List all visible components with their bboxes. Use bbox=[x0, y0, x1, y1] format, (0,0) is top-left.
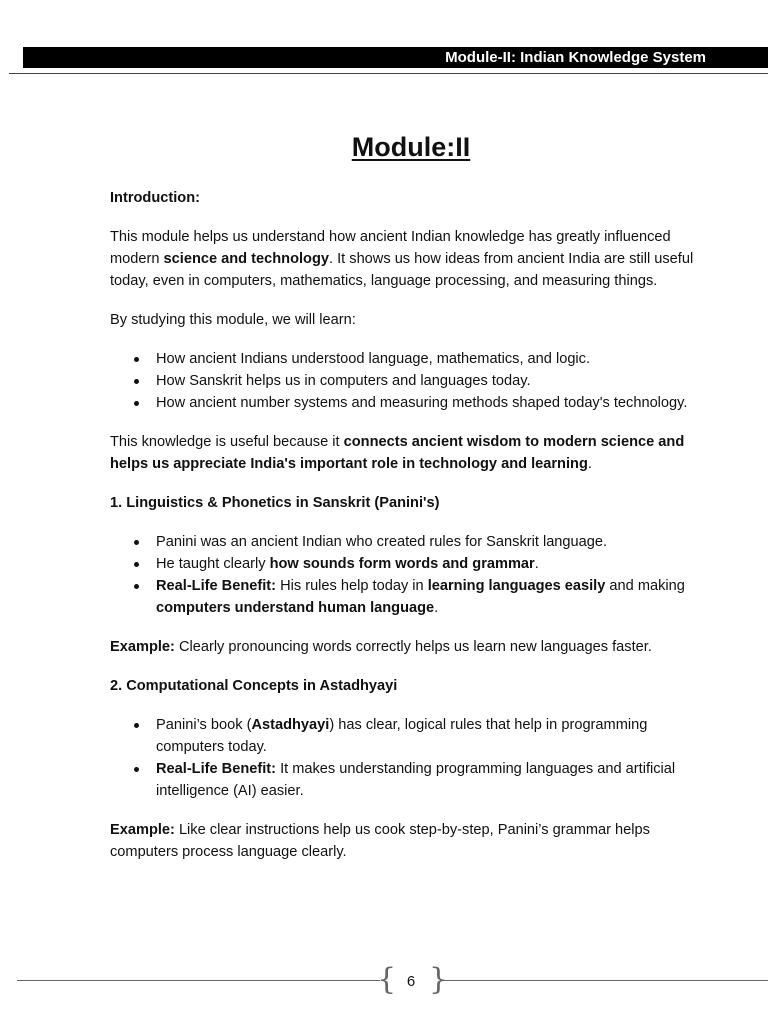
bold-run: connects ancient wisdom to modern science and helps us appreciate India's important role in technology and learning bbox=[110, 434, 685, 472]
text-run: His rules help today in bbox=[276, 578, 428, 594]
text-run: This module helps us understand how ancient Indian knowledge has greatly influenced modern bbox=[110, 229, 671, 267]
header-title: Module-II: Indian Knowledge System bbox=[445, 49, 706, 66]
section-1-example bbox=[110, 636, 710, 658]
footer-rule-right bbox=[443, 980, 768, 981]
list-item: Panini was an ancient Indian who created rules for Sanskrit language. bbox=[156, 531, 710, 553]
list-item bbox=[156, 758, 710, 802]
section-1-heading-text: 1. Linguistics & Phonetics in Sanskrit (Panini's) bbox=[110, 495, 440, 511]
text-run: . bbox=[434, 600, 439, 616]
section-2-example bbox=[110, 819, 710, 863]
header-bar bbox=[23, 47, 768, 68]
page-number-bracket-left: { bbox=[377, 962, 397, 997]
bold-run: learning languages easily bbox=[427, 578, 606, 594]
list-item bbox=[156, 575, 710, 619]
list-item: How Sanskrit helps us in computers and languages today. bbox=[156, 370, 710, 392]
section-1-heading bbox=[110, 492, 710, 514]
section-1-bullet-list bbox=[110, 531, 710, 619]
bold-run: Example: bbox=[110, 639, 175, 655]
text-run: He taught clearly bbox=[156, 556, 270, 572]
text-run: This knowledge is useful because it bbox=[110, 434, 344, 450]
list-item: How ancient Indians understood language, mathematics, and logic. bbox=[156, 348, 710, 370]
bold-run: science and technology bbox=[163, 251, 329, 267]
text-run: . It shows us how ideas from ancient India are still useful today, even in computers, mathematics, language processing, and measuring things. bbox=[110, 251, 694, 289]
text-run: It makes understanding programming languages and artificial intelligence (AI) easier. bbox=[156, 761, 676, 799]
intro-paragraph-3 bbox=[110, 431, 710, 475]
document-body bbox=[110, 187, 710, 880]
bold-run: Real-Life Benefit: bbox=[156, 761, 277, 777]
intro-heading bbox=[110, 187, 710, 209]
intro-paragraph-1 bbox=[110, 226, 710, 292]
text-run: ) has clear, logical rules that help in programming computers today. bbox=[156, 717, 648, 755]
bold-run: Astadhyayi bbox=[251, 717, 330, 733]
text-run: and making bbox=[605, 578, 685, 594]
text-run: . bbox=[587, 456, 592, 472]
bold-run: how sounds form words and grammar bbox=[269, 556, 535, 572]
footer-rule-left bbox=[17, 980, 380, 981]
list-item: How ancient number systems and measuring methods shaped today's technology. bbox=[156, 392, 710, 414]
page-number: 6 bbox=[406, 973, 416, 990]
list-item bbox=[156, 714, 710, 758]
intro-paragraph-2: By studying this module, we will learn: bbox=[110, 312, 356, 328]
section-2-heading bbox=[110, 675, 710, 697]
page-title bbox=[0, 130, 768, 164]
page-number-bracket-right: } bbox=[429, 962, 449, 997]
text-run: . bbox=[534, 556, 539, 572]
intro-heading-text: Introduction: bbox=[110, 190, 200, 206]
section-2-heading-text: 2. Computational Concepts in Astadhyayi bbox=[110, 678, 398, 694]
bold-run: Example: bbox=[110, 822, 175, 838]
bold-run: Real-Life Benefit: bbox=[156, 578, 277, 594]
text-run: Like clear instructions help us cook step-by-step, Panini’s grammar helps computers process language clearly. bbox=[110, 822, 650, 860]
bold-run: computers understand human language bbox=[156, 600, 435, 616]
section-2-bullet-list bbox=[110, 714, 710, 802]
list-item bbox=[156, 553, 710, 575]
header-rule bbox=[9, 73, 768, 74]
text-run: Panini’s book ( bbox=[156, 717, 252, 733]
intro-bullet-list bbox=[110, 348, 710, 414]
text-run: Clearly pronouncing words correctly helps us learn new languages faster. bbox=[174, 639, 652, 655]
page-title-text: Module:II bbox=[351, 132, 471, 162]
